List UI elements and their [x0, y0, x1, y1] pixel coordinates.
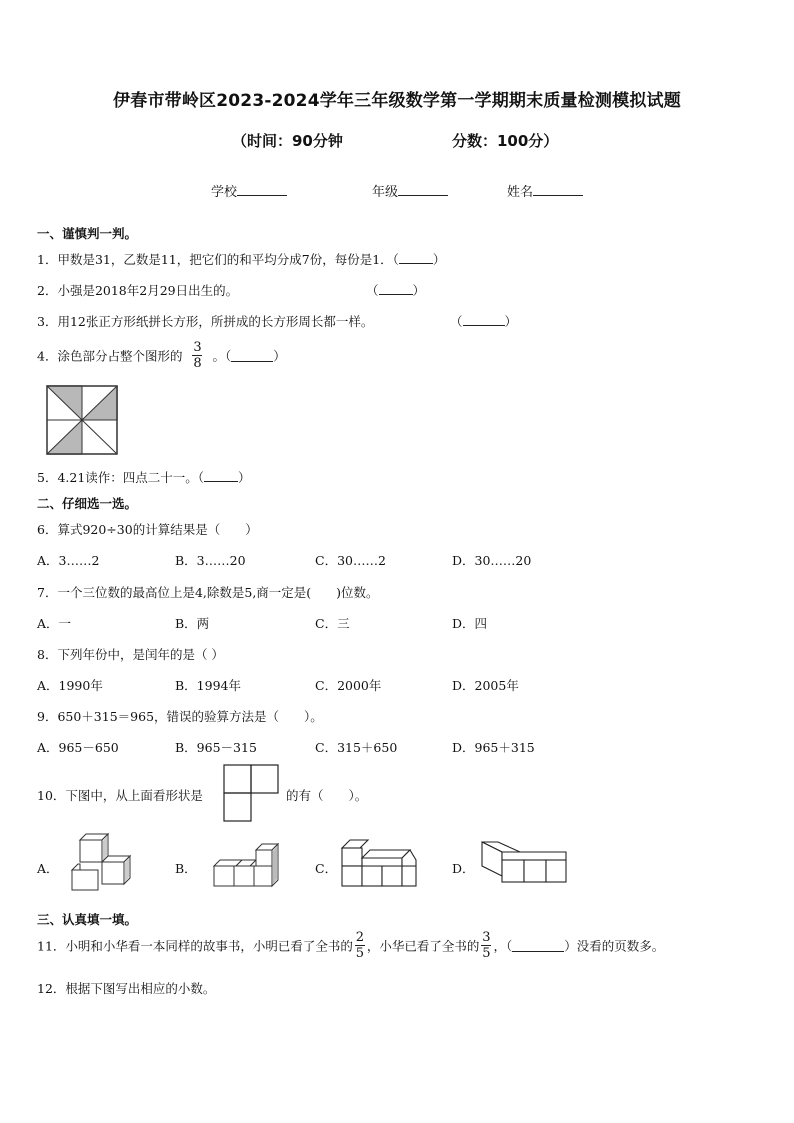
cubes-figure-a	[70, 828, 140, 892]
question-7: 7．一个三位数的最高位上是4,除数是5,商一定是( )位数。	[37, 585, 379, 600]
section-3-heading: 三、认真填一填。	[37, 912, 138, 927]
q10-option-d[interactable]: D．	[452, 861, 475, 876]
q9-option-d[interactable]: D．965＋315	[452, 740, 535, 755]
q9-option-c[interactable]: C．315＋650	[315, 740, 398, 755]
fraction-3-8: $\frac{3}{8}$	[193, 340, 202, 371]
q8-option-d[interactable]: D．2005年	[452, 678, 519, 693]
q7-option-a[interactable]: A．一	[37, 616, 72, 631]
q10-option-c[interactable]: C．	[315, 861, 338, 876]
fraction-3-5: $\frac{3}{5}$	[482, 930, 491, 961]
answer-blank-4[interactable]	[231, 350, 273, 362]
q7-option-c[interactable]: C．三	[315, 616, 350, 631]
grade-blank[interactable]	[398, 183, 448, 196]
school-field[interactable]	[211, 181, 287, 200]
question-12: 12．根据下图写出相应的小数。	[37, 981, 216, 996]
section-2-heading: 二、仔细选一选。	[37, 496, 138, 511]
q8-option-b[interactable]: B．1994年	[175, 678, 241, 693]
q6-option-d[interactable]: D．30……20	[452, 553, 532, 568]
exam-score: 分数：100分）	[452, 132, 559, 150]
q6-option-b[interactable]: B．3……20	[175, 553, 246, 568]
q8-option-a[interactable]: A．1990年	[37, 678, 103, 693]
answer-blank-5[interactable]	[204, 470, 238, 482]
question-2-answer: （ ）	[366, 283, 426, 298]
cubes-figure-b	[212, 840, 280, 890]
question-10-tail: 的有（ ）。	[286, 788, 368, 803]
q7-option-b[interactable]: B．两	[175, 616, 210, 631]
grade-label: 年级	[372, 185, 399, 200]
answer-blank-11[interactable]	[512, 940, 564, 952]
section-1-heading: 一、谨慎判一判。	[37, 226, 138, 241]
q10-option-a[interactable]: A．	[37, 861, 59, 876]
q6-option-c[interactable]: C．30……2	[315, 553, 386, 568]
question-3-answer: （ ）	[450, 314, 518, 329]
name-field[interactable]	[507, 181, 583, 200]
question-4: 4．涂色部分占整个图形的 $\frac{3}{8}$ 。（ ）	[37, 340, 286, 371]
question-10: 10．下图中，从上面看形状是	[37, 788, 203, 803]
q8-option-c[interactable]: C．2000年	[315, 678, 382, 693]
question-3: 3．用12张正方形纸拼长方形，所拼成的长方形周长都一样。	[37, 314, 374, 329]
exam-time: （时间：90分钟	[232, 132, 343, 150]
grade-field[interactable]	[372, 181, 448, 200]
shaded-square-figure	[46, 385, 118, 455]
q7-option-d[interactable]: D．四	[452, 616, 488, 631]
q10-option-b[interactable]: B．	[175, 861, 197, 876]
answer-blank-3[interactable]	[463, 314, 505, 326]
question-2: 2．小强是2018年2月29日出生的。	[37, 283, 239, 298]
question-1: 1．甲数是31，乙数是11，把它们的和平均分成7份，每份是1．（ ）	[37, 252, 446, 267]
name-label: 姓名	[507, 185, 534, 200]
name-blank[interactable]	[533, 183, 583, 196]
cubes-figure-c	[340, 834, 420, 890]
cubes-figure-d	[478, 836, 570, 886]
school-label: 学校	[211, 185, 238, 200]
page-title: 伊春市带岭区2023-2024学年三年级数学第一学期期末质量检测模拟试题	[113, 91, 681, 111]
school-blank[interactable]	[237, 183, 287, 196]
question-6: 6．算式920÷30的计算结果是（ ）	[37, 522, 258, 537]
question-5: 5．4.21读作：四点二十一。（ ）	[37, 470, 251, 485]
fraction-2-5: $\frac{2}{5}$	[355, 930, 365, 961]
top-view-shape	[223, 764, 281, 822]
q9-option-a[interactable]: A．965－650	[37, 740, 119, 755]
answer-blank-1[interactable]	[399, 252, 433, 264]
question-8: 8．下列年份中，是闰年的是（ ）	[37, 647, 224, 662]
q6-option-a[interactable]: A．3……2	[37, 553, 100, 568]
q9-option-b[interactable]: B．965－315	[175, 740, 257, 755]
question-11: 11．小明和小华看一本同样的故事书，小明已看了全书的 $\frac{2}{5}$ ，小华已看了全书的 $\frac{3}{5}$ ，（ ）没看的页数多。	[37, 930, 665, 961]
answer-blank-2[interactable]	[379, 283, 413, 295]
question-9: 9．650＋315＝965，错误的验算方法是（ ）。	[37, 709, 323, 724]
